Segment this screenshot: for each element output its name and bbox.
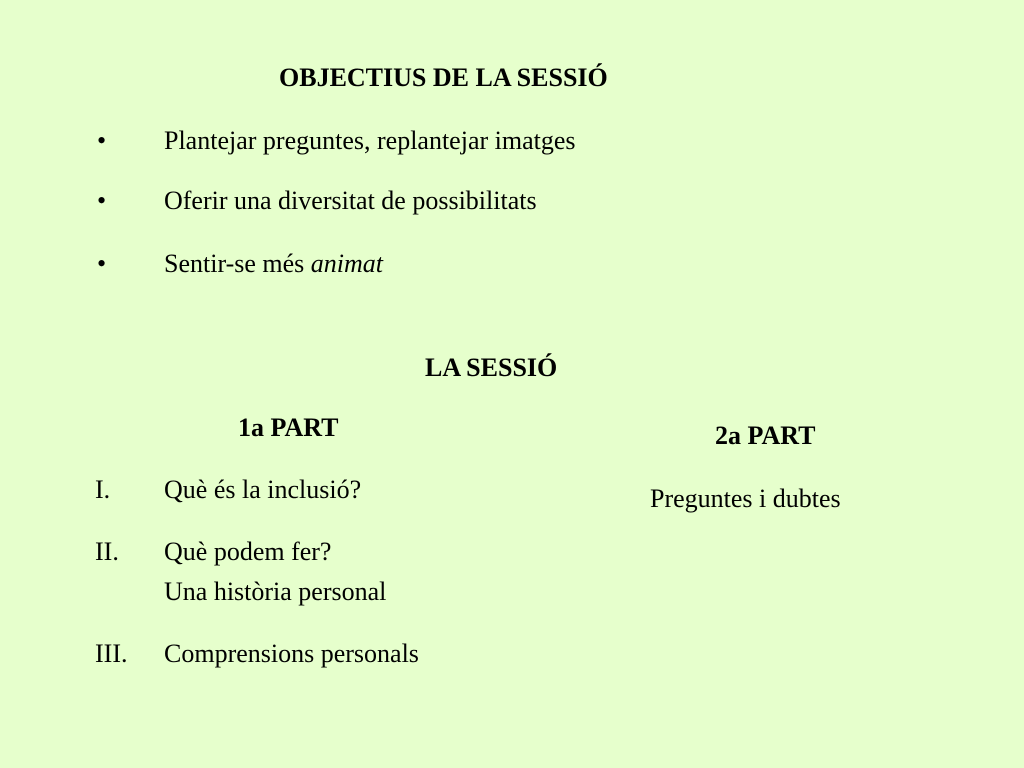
session-title: LA SESSIÓ (425, 353, 558, 382)
part1-item: Comprensions personals (164, 639, 419, 668)
bullet-marker: • (97, 249, 107, 278)
part2-text: Preguntes i dubtes (650, 484, 841, 513)
part2-title: 2a PART (715, 421, 816, 450)
bullet-marker: • (97, 186, 107, 215)
bullet-marker: • (97, 126, 107, 155)
part1-title: 1a PART (238, 413, 339, 442)
objectives-title: OBJECTIUS DE LA SESSIÓ (279, 63, 608, 92)
objective-item-text: Sentir-se més (164, 249, 311, 278)
objective-item: Oferir una diversitat de possibilitats (164, 186, 537, 215)
part1-item: Què és la inclusió? (164, 475, 362, 504)
part1-item: Què podem fer? (164, 537, 332, 566)
objective-item: Plantejar preguntes, replantejar imatges (164, 126, 576, 155)
part1-numeral: III. (95, 639, 128, 668)
part1-item-continuation: Una història personal (164, 577, 387, 606)
objective-item (164, 249, 383, 279)
objective-item-emphasis: animat (310, 249, 384, 278)
part1-numeral: I. (95, 475, 111, 504)
part1-numeral: II. (95, 537, 119, 566)
